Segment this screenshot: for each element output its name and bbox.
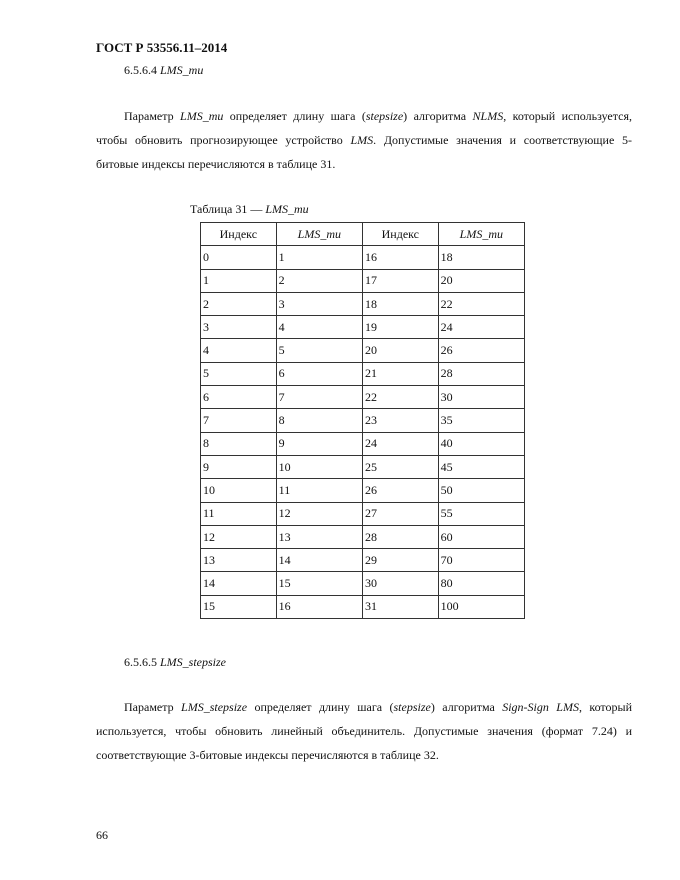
table-cell: 27 [362,502,438,525]
table-row [201,269,525,292]
table-row [201,316,525,339]
table-cell: 11 [201,502,277,525]
table-cell: 28 [438,362,524,385]
table-cell: 22 [362,386,438,409]
table-cell: 14 [276,549,362,572]
table-cell: 24 [438,316,524,339]
column-header: Индекс [201,223,277,246]
table-cell: 20 [362,339,438,362]
section-number: 6.5.6.5 [124,655,157,669]
table-cell: 80 [438,572,524,595]
table-caption: Таблица 31 — LMS_mu [190,202,309,216]
table-row [201,479,525,502]
table-cell: 31 [362,595,438,618]
table-row [201,409,525,432]
table-cell: 50 [438,479,524,502]
table-cell: 18 [438,246,524,269]
paragraph-text: Параметр LMS_mu определяет длину шага (stepsize) алгоритма NLMS, который используется, чтобы обновить прогнозирующее устройство LMS. Допустимые значения и соответствующие 5-битовые индексы перечисляются в таблице 31. [96,109,632,171]
table-cell: 16 [362,246,438,269]
column-header: LMS_mu [276,223,362,246]
table-cell: 4 [276,316,362,339]
table-cell: 7 [201,409,277,432]
table-cell: 1 [276,246,362,269]
table-cell: 3 [276,292,362,315]
table-cell: 5 [276,339,362,362]
table-row [201,246,525,269]
table-cell: 2 [201,292,277,315]
table-row [201,339,525,362]
column-header: Индекс [362,223,438,246]
table-cell: 15 [201,595,277,618]
table-cell: 13 [276,525,362,548]
table-row [201,386,525,409]
table-cell: 4 [201,339,277,362]
paragraph-lms-stepsize [96,695,632,767]
table-row [201,502,525,525]
table-cell: 7 [276,386,362,409]
column-header: LMS_mu [438,223,524,246]
table-row [201,292,525,315]
table-cell: 25 [362,455,438,478]
table-cell: 9 [276,432,362,455]
table-cell: 22 [438,292,524,315]
table-cell: 18 [362,292,438,315]
table-cell: 8 [201,432,277,455]
document-header: ГОСТ Р 53556.11–2014 [96,40,228,55]
table-cell: 17 [362,269,438,292]
table-cell: 60 [438,525,524,548]
table-row [201,595,525,618]
section-heading-6-5-6-4 [124,63,203,78]
table-cell: 2 [276,269,362,292]
paragraph-text: Параметр LMS_stepsize определяет длину шага (stepsize) алгоритма Sign-Sign LMS, который используется, чтобы обновить линейный объединитель. Допустимые значения (формат 7.24) и соответствующие 3-битовые индексы перечисляются в таблице 32. [96,700,633,762]
table-row [201,572,525,595]
table-cell: 30 [438,386,524,409]
table-cell: 11 [276,479,362,502]
table-cell: 14 [201,572,277,595]
table-cell: 13 [201,549,277,572]
table-cell: 35 [438,409,524,432]
table-cell: 29 [362,549,438,572]
table-cell: 45 [438,455,524,478]
table-header-row [201,223,525,246]
table-cell: 12 [201,525,277,548]
section-heading-6-5-6-5 [124,655,226,670]
table-row [201,549,525,572]
table-row [201,432,525,455]
paragraph-lms-mu [96,104,632,176]
table-cell: 16 [276,595,362,618]
table-cell: 70 [438,549,524,572]
table-cell: 10 [276,455,362,478]
table-cell: 40 [438,432,524,455]
table-cell: 19 [362,316,438,339]
table-cell: 23 [362,409,438,432]
table-cell: 55 [438,502,524,525]
table-cell: 30 [362,572,438,595]
section-title: LMS_stepsize [160,655,226,669]
table-cell: 1 [201,269,277,292]
table-cell: 100 [438,595,524,618]
table-cell: 12 [276,502,362,525]
table-cell: 20 [438,269,524,292]
table-row [201,525,525,548]
table-row [201,362,525,385]
table-cell: 24 [362,432,438,455]
table-cell: 5 [201,362,277,385]
lms-mu-table [200,222,525,619]
table-cell: 9 [201,455,277,478]
table-cell: 21 [362,362,438,385]
table-cell: 26 [438,339,524,362]
table-cell: 10 [201,479,277,502]
table-cell: 28 [362,525,438,548]
section-number: 6.5.6.4 [124,63,157,77]
section-title: LMS_mu [160,63,204,77]
table-cell: 0 [201,246,277,269]
table-cell: 3 [201,316,277,339]
table-cell: 15 [276,572,362,595]
table-cell: 6 [201,386,277,409]
table-row [201,455,525,478]
table-cell: 6 [276,362,362,385]
table-cell: 8 [276,409,362,432]
table-cell: 26 [362,479,438,502]
page-number: 66 [96,828,108,842]
